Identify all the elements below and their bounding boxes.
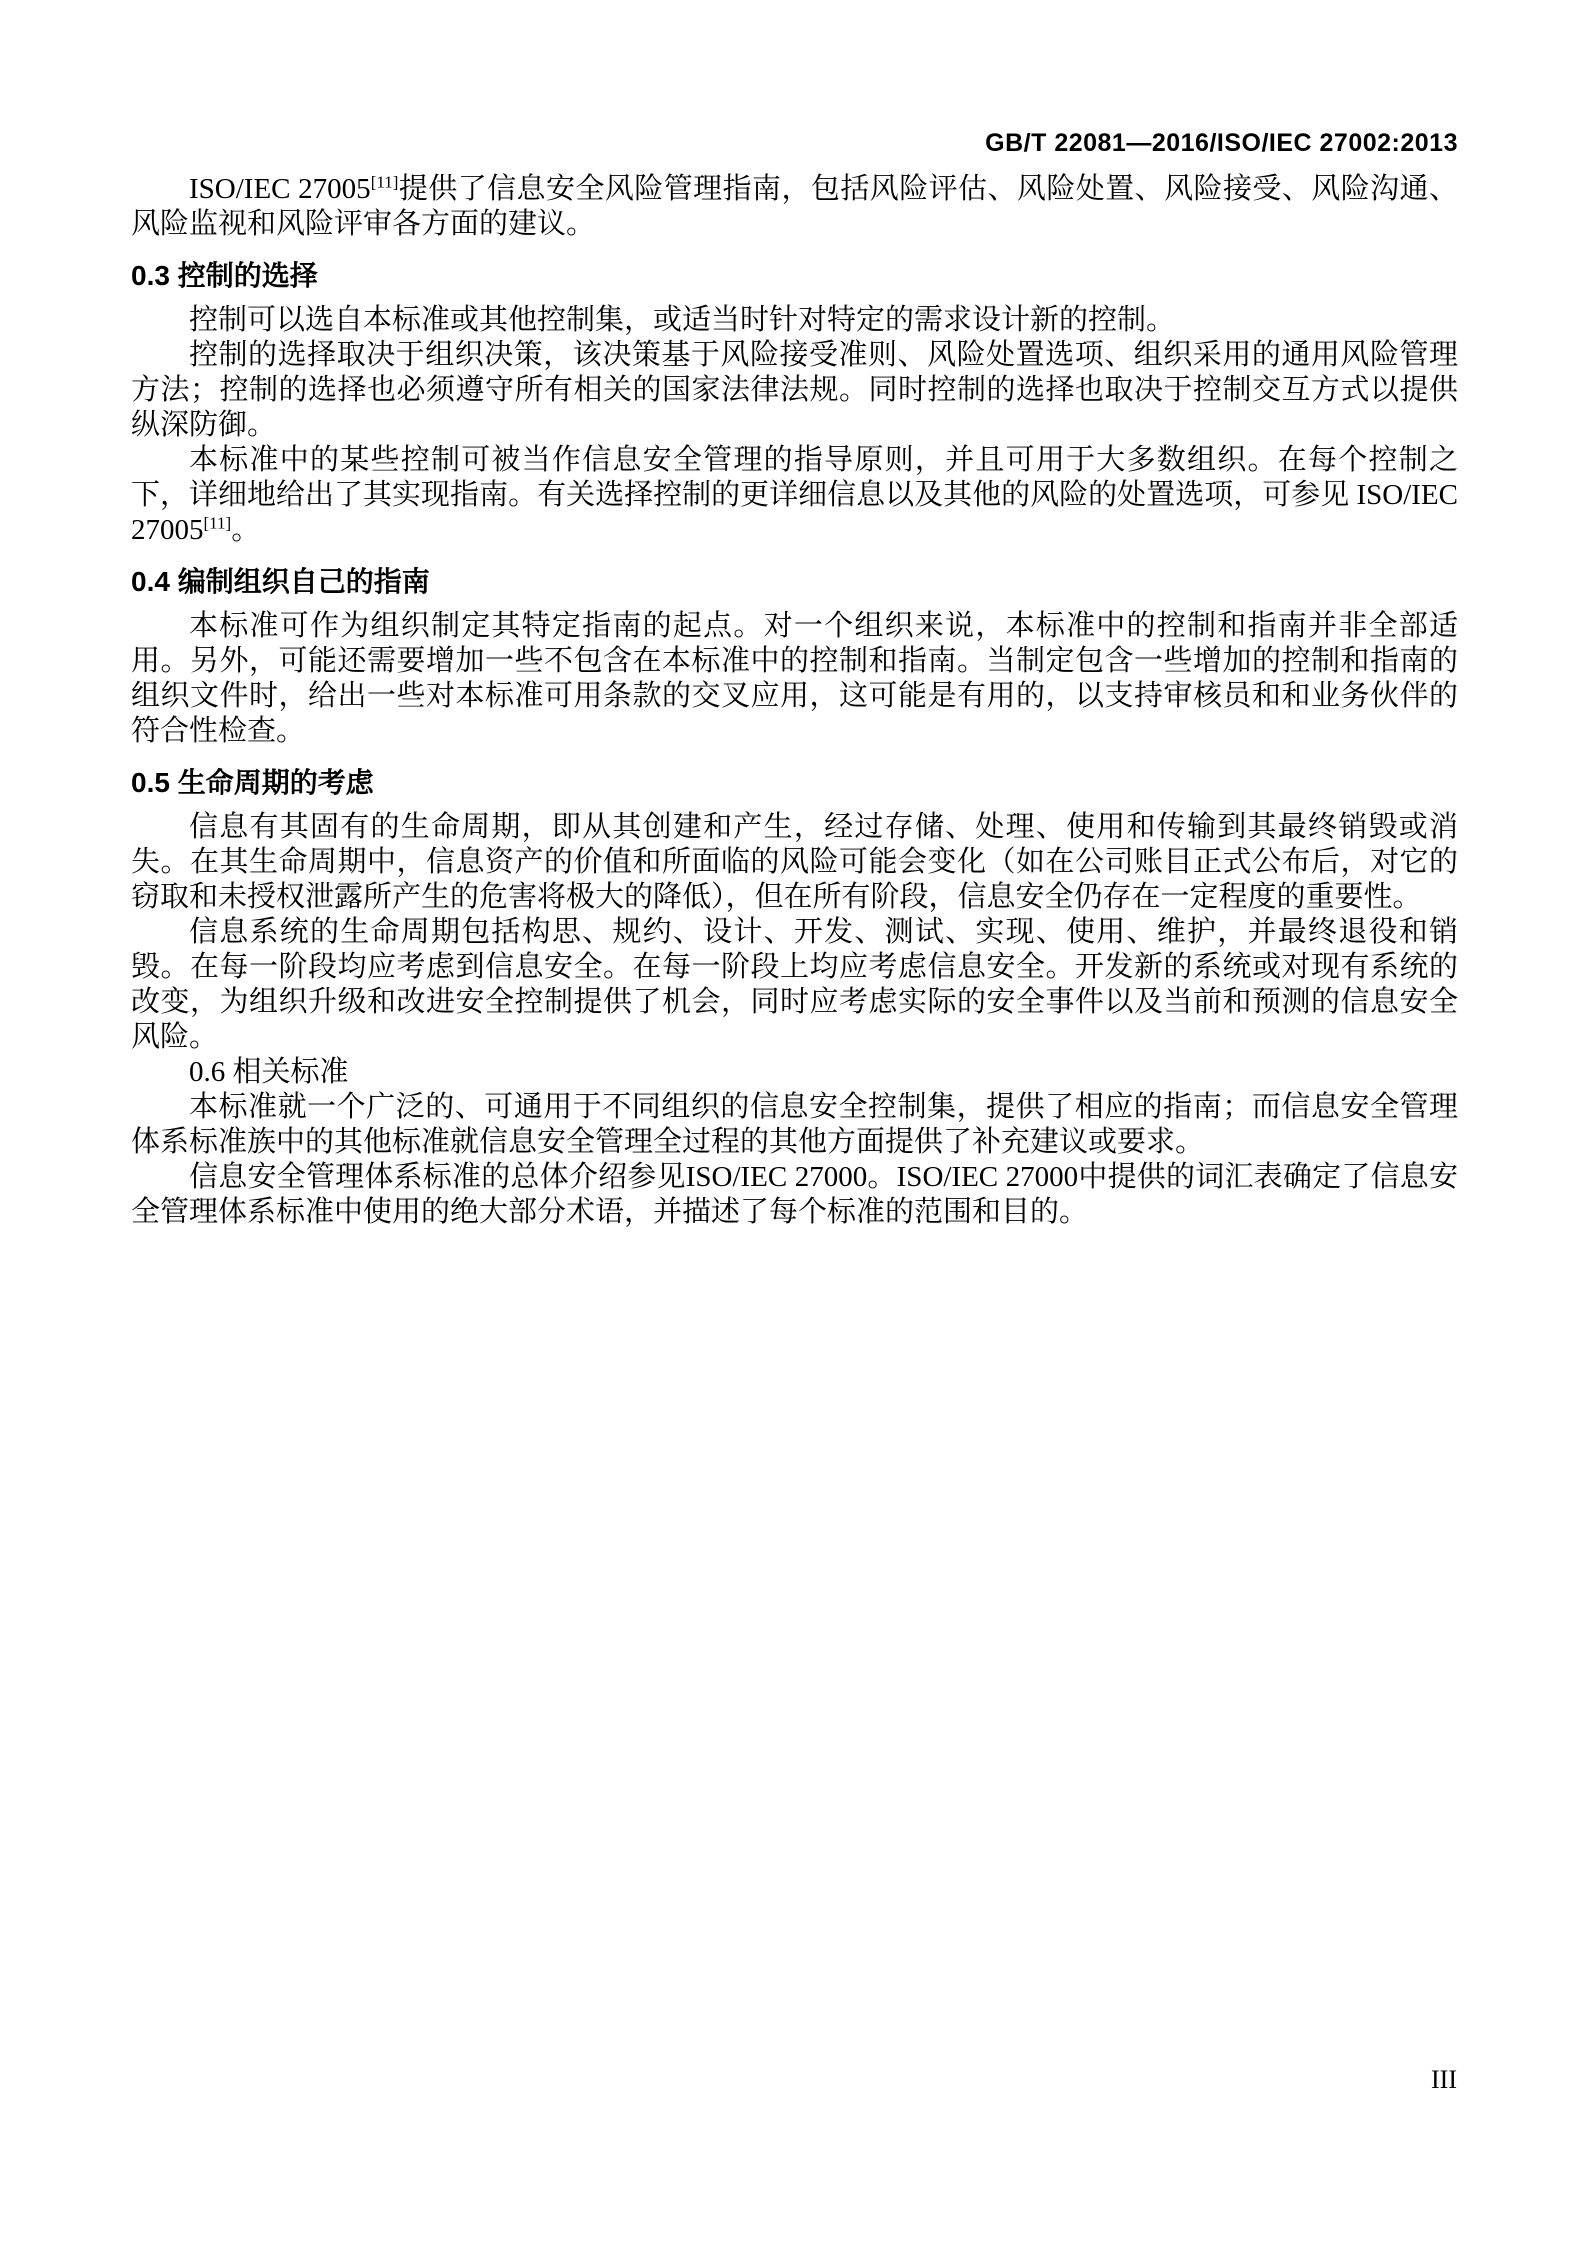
- section-heading-0-4: 0.4 编制组织自己的指南: [131, 566, 430, 597]
- doc-code: GB/T 22081—2016/ISO/IEC 27002:2013: [985, 129, 1458, 157]
- footnote-ref-11: [11]: [203, 513, 232, 533]
- paragraph-control-selection-2: 控制的选择取决于组织决策，该决策基于风险接受准则、风险处置选项、组织采用的通用风险管理方法；控制的选择也必须遵守所有相关的国家法律法规。同时控制的选择也取决于控制交互方式以提供纵深防御。: [131, 339, 1458, 441]
- page-number: III: [1431, 2065, 1457, 2094]
- paragraph-lifecycle-1: 信息有其固有的生命周期，即从其创建和产生，经过存储、处理、使用和传输到其最终销毁或消失。在其生命周期中，信息资产的价值和所面临的风险可能会变化（如在公司账目正式公布后，对它的窃取和未授权泄露所产生的危害将极大的降低），但在所有阶段，信息安全仍存在一定程度的重要性。: [131, 811, 1458, 913]
- section-heading-0-6: 0.6 相关标准: [189, 1056, 349, 1088]
- paragraph-related-standards-2: 信息安全管理体系标准的总体介绍参见ISO/IEC 27000。ISO/IEC 27000中提供的词汇表确定了信息安全管理体系标准中使用的绝大部分术语，并描述了每个标准的范围和目的。: [131, 1161, 1458, 1228]
- intro-post-text: 提供了信息安全风险管理指南，包括风险评估、风险处置、风险接受、风险沟通、风险监视和风险评审各方面的建议。: [131, 173, 1458, 240]
- document-body: [131, 172, 1458, 1230]
- paragraph-risk-management-intro: [131, 172, 1458, 242]
- section-heading-0-5: 0.5 生命周期的考虑: [131, 767, 374, 798]
- paragraph-lifecycle-2: 信息系统的生命周期包括构思、规约、设计、开发、测试、实现、使用、维护，并最终退役和销毁。在每一阶段均应考虑到信息安全。在每一阶段上均应考虑信息安全。开发新的系统或对现有系统的改变，为组织升级和改进安全控制提供了机会，同时应考虑实际的安全事件以及当前和预测的信息安全风险。: [131, 916, 1458, 1053]
- footnote-ref-11: [11]: [370, 172, 399, 192]
- p3-post-text: 。: [231, 514, 261, 546]
- intro-pre-text: ISO/IEC 27005: [189, 173, 371, 205]
- p3-pre-text: 本标准中的某些控制可被当作信息安全管理的指导原则，并且可用于大多数组织。在每个控制之下，详细地给出了其实现指南。有关选择控制的更详细信息以及其他的风险的处置选项，可参见 ISO/IEC 27005: [131, 444, 1458, 546]
- running-header: [131, 128, 1458, 158]
- section-heading-0-3: 0.3 控制的选择: [131, 260, 318, 291]
- paragraph-control-selection-1: 控制可以选自本标准或其他控制集，或适当时针对特定的需求设计新的控制。: [189, 304, 1176, 336]
- paragraph-control-selection-3: [131, 443, 1458, 548]
- paragraph-own-guidance: 本标准可作为组织制定其特定指南的起点。对一个组织来说，本标准中的控制和指南并非全部适用。另外，可能还需要增加一些不包含在本标准中的控制和指南。当制定包含一些增加的控制和指南的组织文件时，给出一些对本标准可用条款的交叉应用，这可能是有用的，以支持审核员和和业务伙伴的符合性检查。: [131, 610, 1458, 747]
- paragraph-related-standards-1: 本标准就一个广泛的、可通用于不同组织的信息安全控制集，提供了相应的指南；而信息安全管理体系标准族中的其他标准就信息安全管理全过程的其他方面提供了补充建议或要求。: [131, 1091, 1458, 1158]
